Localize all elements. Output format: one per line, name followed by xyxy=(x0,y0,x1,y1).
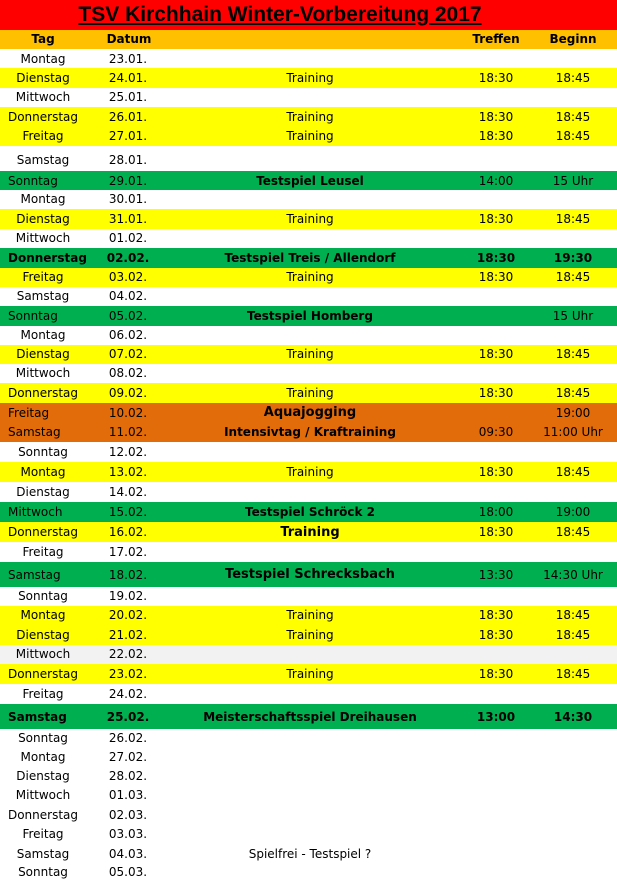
cell-event: Meisterschaftsspiel Dreihausen xyxy=(203,710,417,724)
cell-beginn: 15 Uhr xyxy=(552,309,594,323)
cell-datum: 12.02. xyxy=(108,445,148,459)
cell-event: Training xyxy=(286,129,334,143)
cell-beginn: 19:30 xyxy=(553,251,593,265)
table-row xyxy=(0,482,617,502)
cell-treffen: 09:30 xyxy=(478,425,514,439)
cell-datum: 24.02. xyxy=(108,687,148,701)
table-row xyxy=(0,442,617,462)
table-row xyxy=(0,684,617,704)
cell-treffen: 18:30 xyxy=(478,667,514,681)
cell-tag: Donnerstag xyxy=(7,808,79,822)
cell-beginn: 14:30 xyxy=(553,710,593,724)
cell-tag: Freitag xyxy=(8,406,50,420)
table-row xyxy=(0,625,617,645)
cell-tag: Dienstag xyxy=(16,628,70,642)
table-row xyxy=(0,229,617,248)
cell-datum: 01.02. xyxy=(108,231,148,245)
cell-datum: 04.03. xyxy=(108,847,148,861)
cell-datum: 02.02. xyxy=(106,251,150,265)
cell-datum: 04.02. xyxy=(108,289,148,303)
cell-datum: 28.02. xyxy=(108,769,148,783)
cell-tag: Montag xyxy=(20,192,66,206)
table-row xyxy=(0,704,617,730)
header-tag: Tag xyxy=(31,32,55,46)
cell-event: Aquajogging xyxy=(263,405,357,420)
cell-treffen: 18:30 xyxy=(478,628,514,642)
cell-event: Intensivtag / Kraftraining xyxy=(224,425,396,439)
cell-tag: Sonntag xyxy=(8,174,58,188)
cell-event: Training xyxy=(286,608,334,622)
cell-event: Training xyxy=(286,71,334,85)
table-row xyxy=(0,587,617,606)
cell-tag: Mittwoch xyxy=(8,505,63,519)
cell-treffen: 18:30 xyxy=(476,251,516,265)
cell-tag: Donnerstag xyxy=(7,386,79,400)
cell-treffen: 18:30 xyxy=(478,608,514,622)
cell-tag: Samstag xyxy=(8,568,61,582)
cell-datum: 11.02. xyxy=(108,425,148,439)
cell-datum: 23.02. xyxy=(108,667,148,681)
cell-treffen: 18:30 xyxy=(478,71,514,85)
cell-datum: 27.02. xyxy=(108,750,148,764)
cell-datum: 20.02. xyxy=(108,608,148,622)
cell-beginn: 18:45 xyxy=(555,110,591,124)
cell-treffen: 13:30 xyxy=(478,568,514,582)
table-row xyxy=(0,248,617,268)
title-bar xyxy=(0,0,617,30)
table-row xyxy=(0,462,617,482)
cell-datum: 08.02. xyxy=(108,366,148,380)
cell-datum: 24.01. xyxy=(108,71,148,85)
cell-tag: Dienstag xyxy=(16,769,70,783)
cell-beginn: 15 Uhr xyxy=(552,174,594,188)
table-row xyxy=(0,542,617,562)
table-row xyxy=(0,148,617,172)
cell-event: Testspiel Schrecksbach xyxy=(225,567,395,582)
cell-tag: Montag xyxy=(20,608,66,622)
table-header xyxy=(0,30,617,49)
cell-treffen: 18:30 xyxy=(478,270,514,284)
cell-event: Testspiel Leusel xyxy=(256,174,364,188)
cell-beginn: 18:45 xyxy=(555,465,591,479)
cell-event: Training xyxy=(280,525,340,540)
table-row xyxy=(0,423,617,442)
table-row xyxy=(0,383,617,403)
cell-event: Training xyxy=(286,628,334,642)
cell-beginn: 18:45 xyxy=(555,628,591,642)
table-row xyxy=(0,68,617,89)
table-row xyxy=(0,522,617,543)
cell-tag: Donnerstag xyxy=(8,251,87,265)
table-row xyxy=(0,364,617,383)
cell-beginn: 14:30 Uhr xyxy=(543,568,603,582)
cell-beginn: 11:00 Uhr xyxy=(543,425,603,439)
cell-datum: 27.01. xyxy=(108,129,148,143)
header-datum: Datum xyxy=(106,32,152,46)
cell-datum: 31.01. xyxy=(108,212,148,226)
cell-event: Spielfrei - Testspiel ? xyxy=(248,847,372,861)
table-row xyxy=(0,729,617,748)
cell-tag: Montag xyxy=(20,750,66,764)
cell-datum: 03.02. xyxy=(108,270,148,284)
cell-tag: Montag xyxy=(20,328,66,342)
cell-beginn: 18:45 xyxy=(555,608,591,622)
table-row xyxy=(0,825,617,844)
table-row xyxy=(0,645,617,664)
cell-treffen: 18:30 xyxy=(478,212,514,226)
cell-tag: Mittwoch xyxy=(15,647,71,661)
cell-beginn: 18:45 xyxy=(555,129,591,143)
cell-tag: Sonntag xyxy=(18,865,68,879)
cell-datum: 06.02. xyxy=(108,328,148,342)
cell-event: Testspiel Treis / Allendorf xyxy=(224,251,396,265)
table-row xyxy=(0,209,617,229)
cell-tag: Donnerstag xyxy=(7,110,79,124)
cell-datum: 23.01. xyxy=(108,52,148,66)
cell-treffen: 18:00 xyxy=(478,505,514,519)
cell-treffen: 18:30 xyxy=(478,525,514,539)
cell-tag: Sonntag xyxy=(8,309,58,323)
cell-tag: Dienstag xyxy=(16,485,70,499)
cell-treffen: 18:30 xyxy=(478,129,514,143)
table-row xyxy=(0,748,617,767)
cell-datum: 19.02. xyxy=(108,589,148,603)
table-row xyxy=(0,805,617,825)
cell-datum: 05.03. xyxy=(108,865,148,879)
cell-datum: 25.01. xyxy=(108,90,148,104)
cell-tag: Sonntag xyxy=(18,445,68,459)
cell-treffen: 14:00 xyxy=(478,174,514,188)
cell-tag: Freitag xyxy=(22,687,64,701)
cell-event: Training xyxy=(286,212,334,226)
table-row xyxy=(0,864,617,880)
cell-beginn: 18:45 xyxy=(555,71,591,85)
cell-datum: 09.02. xyxy=(108,386,148,400)
cell-beginn: 18:45 xyxy=(555,212,591,226)
cell-tag: Samstag xyxy=(8,425,61,439)
cell-datum: 30.01. xyxy=(108,192,148,206)
cell-tag: Donnerstag xyxy=(7,525,79,539)
table-row xyxy=(0,88,617,107)
cell-tag: Sonntag xyxy=(18,589,68,603)
cell-tag: Samstag xyxy=(16,289,70,303)
table-row xyxy=(0,562,617,588)
cell-datum: 03.03. xyxy=(108,827,148,841)
table-row xyxy=(0,190,617,209)
cell-datum: 28.01. xyxy=(108,153,148,167)
table-row xyxy=(0,664,617,684)
cell-datum: 25.02. xyxy=(106,710,150,724)
cell-datum: 22.02. xyxy=(108,647,148,661)
cell-event: Training xyxy=(286,347,334,361)
cell-beginn: 18:45 xyxy=(555,667,591,681)
cell-tag: Mittwoch xyxy=(15,788,71,802)
cell-tag: Montag xyxy=(20,465,66,479)
cell-datum: 14.02. xyxy=(108,485,148,499)
cell-treffen: 18:30 xyxy=(478,386,514,400)
cell-beginn: 18:45 xyxy=(555,525,591,539)
table-row xyxy=(0,306,617,326)
cell-datum: 15.02. xyxy=(108,505,148,519)
table-row xyxy=(0,502,617,522)
cell-datum: 17.02. xyxy=(108,545,148,559)
table-row xyxy=(0,606,617,625)
cell-treffen: 13:00 xyxy=(476,710,516,724)
table-row xyxy=(0,268,617,287)
cell-datum: 10.02. xyxy=(108,406,148,420)
cell-tag: Freitag xyxy=(22,129,64,143)
cell-datum: 02.03. xyxy=(108,808,148,822)
cell-event: Training xyxy=(286,465,334,479)
cell-event: Training xyxy=(286,667,334,681)
cell-datum: 16.02. xyxy=(108,525,148,539)
table-row xyxy=(0,786,617,805)
cell-event: Training xyxy=(286,270,334,284)
cell-beginn: 18:45 xyxy=(555,386,591,400)
cell-tag: Mittwoch xyxy=(15,90,71,104)
cell-treffen: 18:30 xyxy=(478,347,514,361)
cell-beginn: 19:00 xyxy=(555,406,591,420)
cell-datum: 21.02. xyxy=(108,628,148,642)
cell-tag: Donnerstag xyxy=(7,667,79,681)
cell-tag: Freitag xyxy=(22,270,64,284)
table-row xyxy=(0,127,617,146)
cell-tag: Dienstag xyxy=(16,71,70,85)
table-row xyxy=(0,326,617,345)
cell-datum: 29.01. xyxy=(108,174,148,188)
cell-treffen: 18:30 xyxy=(478,465,514,479)
table-row xyxy=(0,767,617,786)
cell-treffen: 18:30 xyxy=(478,110,514,124)
cell-event: Training xyxy=(286,386,334,400)
cell-event: Testspiel Schröck 2 xyxy=(245,505,375,519)
cell-datum: 26.01. xyxy=(108,110,148,124)
cell-datum: 26.02. xyxy=(108,731,148,745)
cell-datum: 07.02. xyxy=(108,347,148,361)
cell-tag: Mittwoch xyxy=(15,231,71,245)
cell-datum: 05.02. xyxy=(108,309,148,323)
cell-beginn: 18:45 xyxy=(555,347,591,361)
cell-event: Testspiel Homberg xyxy=(247,309,373,323)
cell-beginn: 18:45 xyxy=(555,270,591,284)
header-beginn: Beginn xyxy=(549,32,597,46)
cell-tag: Samstag xyxy=(8,710,67,724)
table-row xyxy=(0,107,617,128)
cell-beginn: 19:00 xyxy=(555,505,591,519)
cell-tag: Dienstag xyxy=(16,212,70,226)
cell-tag: Samstag xyxy=(16,153,70,167)
cell-tag: Freitag xyxy=(22,827,64,841)
cell-tag: Samstag xyxy=(16,847,70,861)
header-treffen: Treffen xyxy=(472,32,520,46)
cell-tag: Dienstag xyxy=(16,347,70,361)
cell-tag: Freitag xyxy=(22,545,64,559)
table-row xyxy=(0,49,617,69)
cell-datum: 13.02. xyxy=(108,465,148,479)
cell-datum: 18.02. xyxy=(108,568,148,582)
table-row xyxy=(0,171,617,191)
table-row xyxy=(0,345,617,364)
cell-tag: Mittwoch xyxy=(15,366,71,380)
table-row xyxy=(0,845,617,864)
cell-event: Training xyxy=(286,110,334,124)
page-title: TSV Kirchhain Winter-Vorbereitung 2017 xyxy=(78,3,482,26)
cell-datum: 01.03. xyxy=(108,788,148,802)
cell-tag: Sonntag xyxy=(18,731,68,745)
table-row xyxy=(0,403,617,423)
cell-tag: Montag xyxy=(20,52,66,66)
table-row xyxy=(0,287,617,306)
